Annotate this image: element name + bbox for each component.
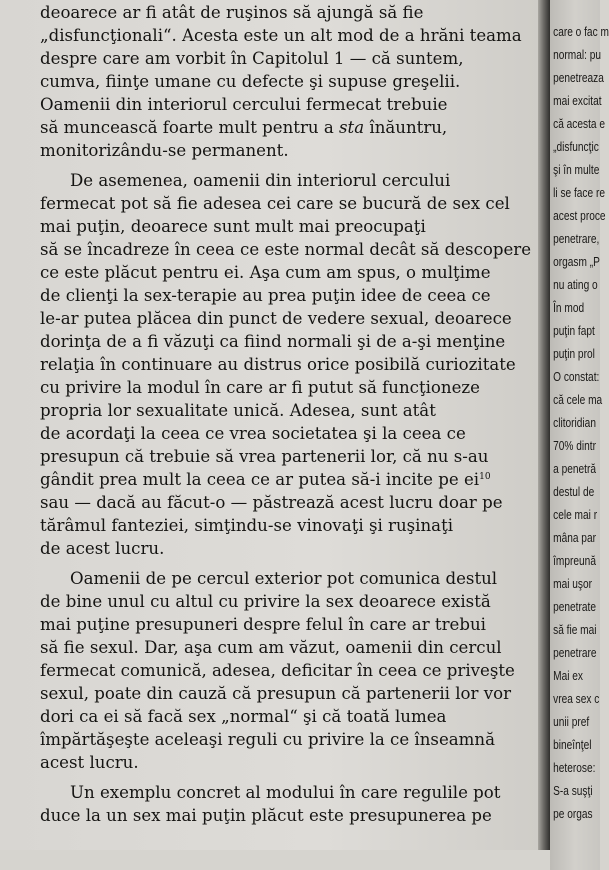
text-line-with-emphasis: [40, 116, 532, 139]
text-line: de bine unul cu altul cu privire la sex deoarece există: [40, 592, 491, 611]
facing-text-line: penetrare: [553, 645, 597, 660]
facing-text-line: pe orgas: [553, 806, 593, 821]
facing-text-line: destul de: [553, 484, 595, 499]
facing-text-line: 70% dintr: [553, 438, 596, 453]
text-line: mai puţin, deoarece sunt mult mai preocupaţi: [40, 217, 426, 236]
text-segment: să muncească foarte mult pentru a: [40, 118, 340, 137]
text-line: fermecat pot să fie adesea cei care se bucură de sex cel: [40, 194, 510, 213]
facing-text-line: vrea sex c: [553, 691, 600, 706]
facing-text-line: S-a suşţi: [553, 783, 593, 798]
text-line: sau — dacă au făcut-o — păstrează acest lucru doar pe: [40, 493, 503, 512]
text-line: ce este plăcut pentru ei. Aşa cum am spus, o mulţime: [40, 263, 491, 282]
text-line: să se încadreze în ceea ce este normal decât să descopere: [40, 240, 532, 259]
facing-text-line: normal: pu: [553, 47, 602, 62]
text-segment: gândit prea mult la ceea ce ar putea să-i incite pe ei: [40, 470, 480, 489]
text-line: le-ar putea plăcea din punct de vedere sexual, deoarece: [40, 309, 512, 328]
text-line: împărtăşeşte aceleaşi reguli cu privire la ce înseamnă: [40, 730, 495, 749]
text-line: deoarece ar fi atât de ruşinos să ajungă să fie: [40, 3, 424, 22]
emphasis-word: sta: [339, 118, 365, 137]
facing-text-line: orgasm „P: [553, 254, 600, 269]
facing-text-line: mai excitat: [553, 93, 602, 108]
facing-text-line: clitoridian: [553, 415, 596, 430]
text-line: propria lor sexualitate unică. Adesea, sunt atât: [40, 401, 436, 420]
facing-text-line: care o fac m: [553, 24, 609, 39]
text-segment: înăuntru,: [364, 118, 448, 137]
text-line: de acordaţi la ceea ce vrea societatea şi la ceea ce: [40, 424, 466, 443]
text-line: de clienţi la sex-terapie au prea puţin idee de ceea ce: [40, 286, 491, 305]
facing-text-line: Mai ex: [553, 668, 583, 683]
book-page-right-edge: [550, 0, 609, 870]
facing-text-line: unii pref: [553, 714, 590, 729]
text-line: fermecat comunică, adesea, deficitar în ceea ce priveşte: [40, 661, 515, 680]
text-line: Oamenii din interiorul cercului fermecat trebuie: [40, 95, 448, 114]
facing-text-line: puţin fapt: [553, 323, 595, 338]
text-line: tărâmul fanteziei, simţindu-se vinovaţi şi ruşinaţi: [40, 516, 454, 535]
facing-text-line: penetrate: [553, 599, 596, 614]
facing-text-line: să fie mai: [553, 622, 597, 637]
paragraph-1: [40, 1, 532, 162]
facing-text-line: mai uşor: [553, 576, 593, 591]
facing-text-line: O constat:: [553, 369, 600, 384]
text-line: cu privire la modul în care ar fi putut să funcţioneze: [40, 378, 480, 397]
facing-text-line: În mod: [553, 300, 585, 315]
facing-text-line: heterose:: [553, 760, 596, 775]
text-line: monitorizându-se permanent.: [40, 141, 289, 160]
text-line: relaţia în continuare au distrus orice posibilă curiozitate: [40, 355, 516, 374]
facing-text-line: „disfuncţic: [553, 139, 599, 154]
text-line: dori ca ei să facă sex „normal“ şi că toată lumea: [40, 707, 447, 726]
book-gutter-shadow: [538, 0, 550, 850]
facing-text-line: că acesta e: [553, 116, 605, 131]
facing-text-line: bineînţel: [553, 737, 592, 752]
text-line: sexul, poate din cauză că presupun că partenerii lor vor: [40, 684, 512, 703]
footnote-marker: 10: [479, 472, 491, 482]
paragraph-4: [40, 781, 532, 827]
text-line: „disfuncţionali“. Acesta este un alt mod de a hrăni teama: [40, 26, 522, 45]
facing-text-line: că cele ma: [553, 392, 603, 407]
facing-text-line: împreună: [553, 553, 596, 568]
paragraph-2: [40, 169, 532, 560]
text-line: despre care am vorbit în Capitolul 1 — că suntem,: [40, 49, 464, 68]
text-line: să fie sexul. Dar, aşa cum am văzut, oamenii din cercul: [40, 638, 502, 657]
facing-text-line: penetrare,: [553, 231, 600, 246]
text-line: Oamenii de pe cercul exterior pot comunica destul: [70, 569, 498, 588]
facing-text-line: acest proce: [553, 208, 606, 223]
facing-text-line: a penetră: [553, 461, 596, 476]
facing-text-line: cele mai r: [553, 507, 598, 522]
text-line-with-footnote: [40, 468, 532, 491]
text-line: dorinţa de a fi văzuţi ca fiind normali şi de a-şi menţine: [40, 332, 506, 351]
text-line: Un exemplu concret al modului în care regulile pot: [70, 783, 501, 802]
facing-text-line: penetreaza: [553, 70, 604, 85]
text-line: duce la un sex mai puţin plăcut este presupunerea pe: [40, 806, 492, 825]
text-line: De asemenea, oamenii din interiorul cercului: [70, 171, 451, 190]
body-text: [40, 0, 532, 827]
facing-text-line: mâna par: [553, 530, 596, 545]
text-line: acest lucru.: [40, 753, 139, 772]
facing-text-line: puţin prol: [553, 346, 595, 361]
text-line: mai puţine presupuneri despre felul în care ar trebui: [40, 615, 486, 634]
text-line: presupun că trebuie să vrea partenerii lor, că nu s-au: [40, 447, 489, 466]
facing-text-line: şi în multe: [553, 162, 600, 177]
paragraph-3: [40, 567, 532, 774]
text-line: cumva, fiinţe umane cu defecte şi supuse greşelii.: [40, 72, 461, 91]
facing-text-line: li se face re: [553, 185, 605, 200]
facing-text-line: nu ating o: [553, 277, 598, 292]
text-line: de acest lucru.: [40, 539, 165, 558]
